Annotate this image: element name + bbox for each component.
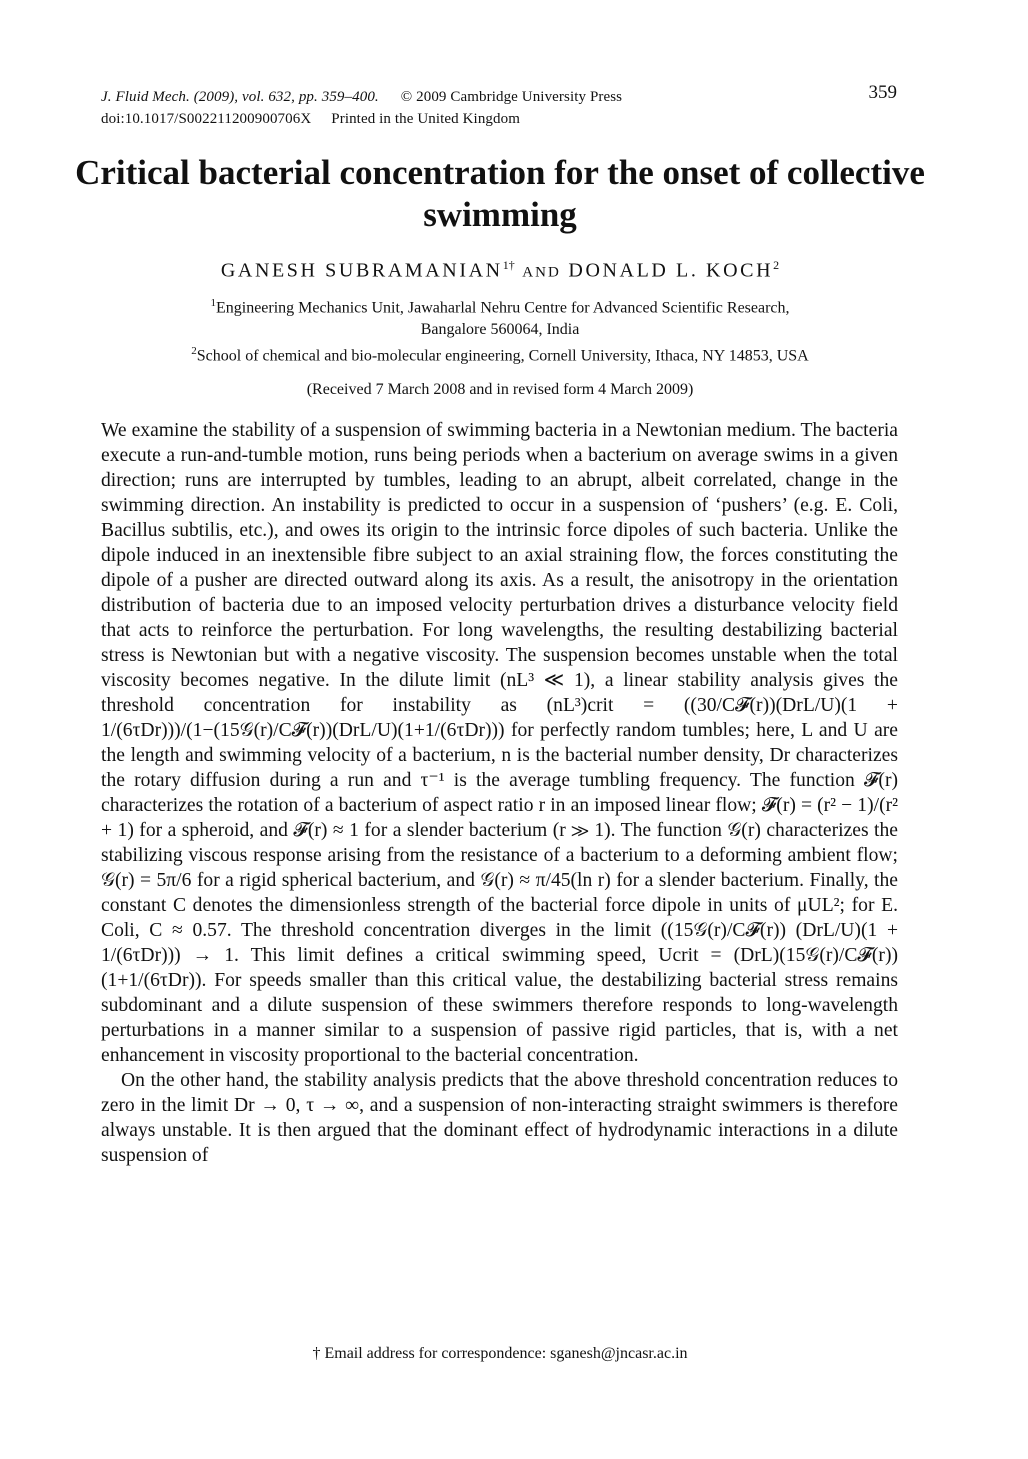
copyright-notice: © 2009 Cambridge University Press — [400, 89, 623, 105]
affiliation-1-mark: 1 — [210, 297, 216, 309]
affiliation-1-line2: Bangalore 560064, India — [420, 321, 580, 339]
received-dates: (Received 7 March 2008 and in revised form 4 March 2009) — [306, 381, 694, 398]
abstract-paragraph-1: We examine the stability of a suspension of swimming bacteria in a Newtonian medium. The bacteria execute a run-and-tumble motion, runs being periods when a bacterium on average swims in a given direction; runs are interrupted by tumbles, leading to an abrupt, albeit correlated, change in the swimming direction. An instability is predicted to occur in a suspension of ‘pushers’ (e.g. E. Coli, Bacillus subtilis, etc.), and owes its origin to the intrinsic force dipoles of such bacteria. Unlike the dipole induced in an inextensible fibre subject to an axial straining flow, the forces constituting the dipole of a pusher are directed outward along its axis. As a result, the anisotropy in the orientation distribution of bacteria due to an imposed velocity perturbation drives a disturbance velocity field that acts to reinforce the perturbation. For long wavelengths, the resulting destabilizing bacterial stress is Newtonian but with a negative viscosity. The suspension becomes unstable when the total viscosity becomes negative. In the dilute limit (nL³ ≪ 1), a linear stability analysis gives the threshold concentration for instability as (nL³)crit = ((30/C𝓕(r))(DrL/U)(1 + 1/(6τDr)))/(1−(15𝒢(r)/C𝓕(r))(DrL/U)(1+1/(6τDr))) for perfectly random tumbles; here, L and U are the length and swimming velocity of a bacterium, n is the bacterial number density, Dr characterizes the rotary diffusion during a run and τ⁻¹ is the average tumbling frequency. The function 𝓕(r) characterizes the rotation of a bacterium of aspect ratio r in an imposed linear flow; 𝓕(r) = (r² − 1)/(r² + 1) for a spheroid, and 𝓕(r) ≈ 1 for a slender bacterium (r ≫ 1). The function 𝒢(r) characterizes the stabilizing viscous response arising from the resistance of a bacterium to a deforming ambient flow; 𝒢(r) = 5π/6 for a rigid spherical bacterium, and 𝒢(r) ≈ π/45(ln r) for a slender bacterium. Finally, the constant C denotes the dimensionless strength of the bacterial force dipole in units of μUL²; for E. Coli, C ≈ 0.57. The threshold concentration diverges in the limit ((15𝒢(r)/C𝓕(r)) (DrL/U)(1 + 1/(6τDr))) → 1. This limit defines a critical swimming speed, Ucrit = (DrL)(15𝒢(r)/C𝓕(r))(1+1/(6τDr)). For speeds smaller than this critical value, the destabilizing bacterial stress remains subdominant and a dilute suspension of these swimmers therefore responds to long-wavelength perturbations in a manner similar to a suspension of passive rigid particles, that is, with a net enhancement in viscosity proportional to the bacterial concentration. — [101, 420, 898, 1066]
printed-in: Printed in the United Kingdom — [331, 111, 520, 127]
page-number: 359 — [868, 82, 897, 103]
doi: doi:10.1017/S002211200900706X — [101, 111, 312, 127]
author-list — [0, 258, 1000, 283]
author-conjunction: AND — [522, 264, 561, 281]
journal-header — [101, 86, 622, 130]
abstract — [101, 418, 898, 1168]
correspondence-footnote: † Email address for correspondence: sganesh@jncasr.ac.in — [312, 1345, 688, 1362]
author-2: DONALD L. KOCH — [568, 259, 774, 282]
affiliation-2-text: School of chemical and bio-molecular engineering, Cornell University, Ithaca, NY 14853, USA — [196, 347, 809, 365]
affiliation-1-text: Engineering Mechanics Unit, Jawaharlal Nehru Centre for Advanced Scientific Research, — [215, 299, 790, 317]
author-2-mark: 2 — [773, 258, 780, 272]
affiliation-2 — [0, 340, 1000, 367]
author-1: GANESH SUBRAMANIAN — [220, 259, 503, 282]
affiliation-2-mark: 2 — [191, 345, 197, 357]
journal-citation: J. Fluid Mech. (2009), vol. 632, pp. 359–400. — [101, 89, 379, 105]
abstract-paragraph-2: On the other hand, the stability analysis predicts that the above threshold concentration reduces to zero in the limit Dr → 0, τ → ∞, and a suspension of non-interacting straight swimmers is therefore always unstable. It is then argued that the dominant effect of hydrodynamic interactions in a dilute suspension of — [101, 1070, 898, 1166]
paper-title: Critical bacterial concentration for the onset of collective swimming — [75, 153, 925, 234]
affiliation-1 — [0, 292, 1000, 341]
author-1-mark: 1† — [502, 258, 515, 272]
